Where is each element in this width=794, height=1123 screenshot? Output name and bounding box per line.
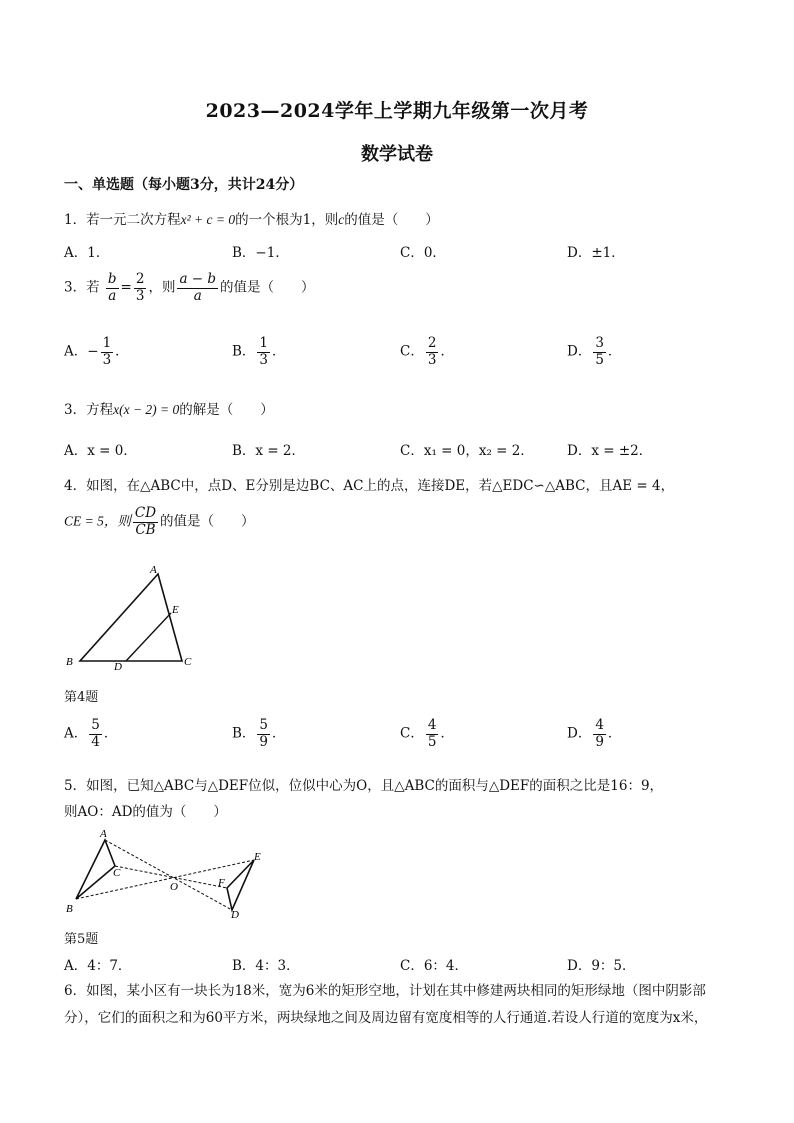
- q2-fraction-b-over-a: [106, 272, 119, 304]
- q2-option-a-sign: −: [87, 343, 99, 360]
- q4-option-a[interactable]: A． $\frac{5}{4}$ ．: [64, 717, 118, 750]
- q2-option-d-fraction: [593, 336, 606, 368]
- q4-option-c-label: C．: [400, 725, 424, 742]
- q2-option-b-num: 1: [259, 335, 269, 351]
- section-heading: 一、单选题（每小题3分，共计24分）: [64, 177, 304, 193]
- q2-option-c-label: C．: [400, 343, 424, 360]
- q4-option-b-label: B．: [232, 725, 256, 742]
- question-4-line2: [64, 506, 255, 538]
- q4-option-b-fraction: [257, 718, 270, 750]
- q2-option-b-fraction: [257, 336, 270, 368]
- q5-option-c[interactable]: C．6：4．: [400, 958, 469, 974]
- q1-option-a[interactable]: A．1．: [64, 245, 110, 261]
- q4-option-b-num: 5: [259, 717, 269, 733]
- q2-option-d[interactable]: D． $\frac{3}{5}$ ．: [567, 335, 622, 368]
- q2-option-a[interactable]: A．− $\frac{1}{3}$ ．: [64, 335, 129, 368]
- q4-text-b: 的值是（ ）: [160, 513, 255, 530]
- q5-option-d[interactable]: D．9：5．: [567, 958, 636, 974]
- q4-option-d-den: 9: [595, 733, 604, 750]
- q3-option-a[interactable]: A．x = 0．: [64, 443, 137, 459]
- q5-homothety-figure: [62, 824, 272, 920]
- q1-equation: x² + c = 0: [180, 212, 236, 227]
- q2-option-b-label: B．: [232, 343, 256, 360]
- label-B: B: [66, 656, 73, 668]
- q4-option-c-num: 4: [427, 717, 437, 733]
- q2-option-a-num: 1: [102, 335, 112, 351]
- label-A: A: [100, 828, 107, 840]
- q2-option-d-label: D．: [567, 343, 592, 360]
- q5-option-a[interactable]: A．4：7．: [64, 958, 132, 974]
- q1-text-b: 的一个根为1，则: [235, 212, 339, 228]
- q2-prefix: 3．若: [64, 279, 100, 296]
- label-E: E: [254, 851, 261, 863]
- q1-variable: c: [338, 212, 345, 227]
- q4-option-d-label: D．: [567, 725, 592, 742]
- q3-text-a: 3．方程: [64, 402, 114, 418]
- q2-option-b-den: 3: [259, 351, 269, 368]
- q4-option-a-num: 5: [91, 717, 100, 733]
- question-3: [64, 398, 274, 418]
- q2-fraction-2-3: [134, 272, 147, 304]
- q4-option-d-num: 4: [595, 717, 604, 733]
- q4-frac-num: CD: [134, 505, 157, 521]
- label-E: E: [172, 604, 179, 616]
- label-D: D: [231, 909, 239, 920]
- question-6: 6．如图，某小区有一块长为18米，宽为6米的矩形空地，计划在其中修建两块相同的矩形绿地（图中阴影部分），它们的面积之和为60平方米，两块绿地之间及周边留有宽度相等的人行通道.若设人行道的宽度为x米，: [64, 983, 708, 1026]
- q2-option-b[interactable]: B． $\frac{1}{3}$ ．: [232, 335, 286, 368]
- q4-option-c-den: 5: [427, 733, 437, 750]
- q2-f2-num: 2: [135, 271, 145, 287]
- q2-option-c-fraction: [426, 336, 439, 368]
- label-O: O: [170, 881, 178, 893]
- label-B: B: [66, 903, 73, 915]
- q1-option-b[interactable]: B．−1．: [232, 245, 289, 261]
- q4-option-a-label: A．: [64, 725, 88, 742]
- q2-option-d-num: 3: [595, 335, 604, 351]
- question-5-line1: 5．如图，已知△ABC与△DEF位似，位似中心为O，且△ABC的面积与△DEF的面积之比是16：9，: [64, 778, 664, 794]
- q1-option-d[interactable]: D．±1．: [567, 245, 625, 261]
- question-4-line1: 4．如图，在△ABC中，点D、E分别是边BC、AC上的点，连接DE，若△EDC∽△ABC，且AE = 4，: [64, 478, 675, 494]
- exam-subtitle: 数学试卷: [361, 144, 433, 165]
- q4-option-a-fraction: [89, 718, 102, 750]
- q5-caption: 第5题: [64, 932, 99, 947]
- q4-fraction: [133, 506, 158, 538]
- q4-option-a-den: 4: [91, 733, 100, 750]
- q2-fraction-expr: [177, 272, 218, 304]
- q2-option-a-den: 3: [102, 351, 112, 368]
- q5-option-b[interactable]: B．4：3．: [232, 958, 300, 974]
- q4-caption: 第4题: [64, 690, 99, 705]
- label-A: A: [150, 564, 157, 576]
- label-F: F: [218, 877, 225, 889]
- label-D: D: [114, 661, 122, 672]
- question-1: [64, 208, 439, 228]
- exam-title: 2023—2024学年上学期九年级第一次月考: [205, 100, 589, 122]
- q4-option-b[interactable]: B． $\frac{5}{9}$ ．: [232, 717, 286, 750]
- q1-text-c: 的值是（ ）: [344, 212, 439, 228]
- label-C: C: [113, 867, 121, 879]
- q2-f2-den: 3: [135, 287, 145, 304]
- q3-option-d[interactable]: D．x = ±2．: [567, 443, 653, 459]
- q2-option-a-label: A．: [64, 343, 88, 360]
- q4-text-a: CE = 5，则: [64, 513, 131, 529]
- question-2: [64, 272, 315, 304]
- question-5-line2: 则AO：AD的值为（ ）: [64, 804, 227, 820]
- q2-option-c-num: 2: [427, 335, 437, 351]
- q2-option-c[interactable]: C． $\frac{2}{3}$ ．: [400, 335, 454, 368]
- q2-f3-num: a − b: [179, 271, 217, 287]
- q3-equation: x(x − 2) = 0: [113, 402, 180, 417]
- q1-text-a: 1．若一元二次方程: [64, 212, 181, 228]
- q4-option-d-fraction: [593, 718, 606, 750]
- q1-option-c[interactable]: C．0．: [400, 245, 446, 261]
- q4-triangle-figure: [60, 560, 200, 672]
- q4-option-c-fraction: [426, 718, 439, 750]
- q4-option-b-den: 9: [259, 733, 269, 750]
- q2-option-c-den: 3: [427, 351, 437, 368]
- q4-option-d[interactable]: D． $\frac{4}{9}$ ．: [567, 717, 622, 750]
- q3-option-b[interactable]: B．x = 2．: [232, 443, 306, 459]
- q2-equals: =: [120, 279, 132, 296]
- q2-option-a-fraction: [101, 336, 114, 368]
- q3-text-b: 的解是（ ）: [179, 402, 274, 418]
- q2-f1-num: b: [107, 271, 117, 287]
- q2-sep: ，则: [148, 279, 176, 296]
- q2-option-d-den: 5: [595, 351, 604, 368]
- q2-f3-den: a: [193, 287, 202, 304]
- q4-option-c[interactable]: C． $\frac{4}{5}$ ．: [400, 717, 454, 750]
- q2-f1-den: a: [108, 287, 117, 304]
- label-C: C: [184, 656, 192, 668]
- q3-option-c[interactable]: C．x₁ = 0，x₂ = 2．: [400, 443, 534, 459]
- q4-frac-den: CB: [135, 521, 156, 538]
- q2-suffix: 的值是（ ）: [220, 279, 315, 296]
